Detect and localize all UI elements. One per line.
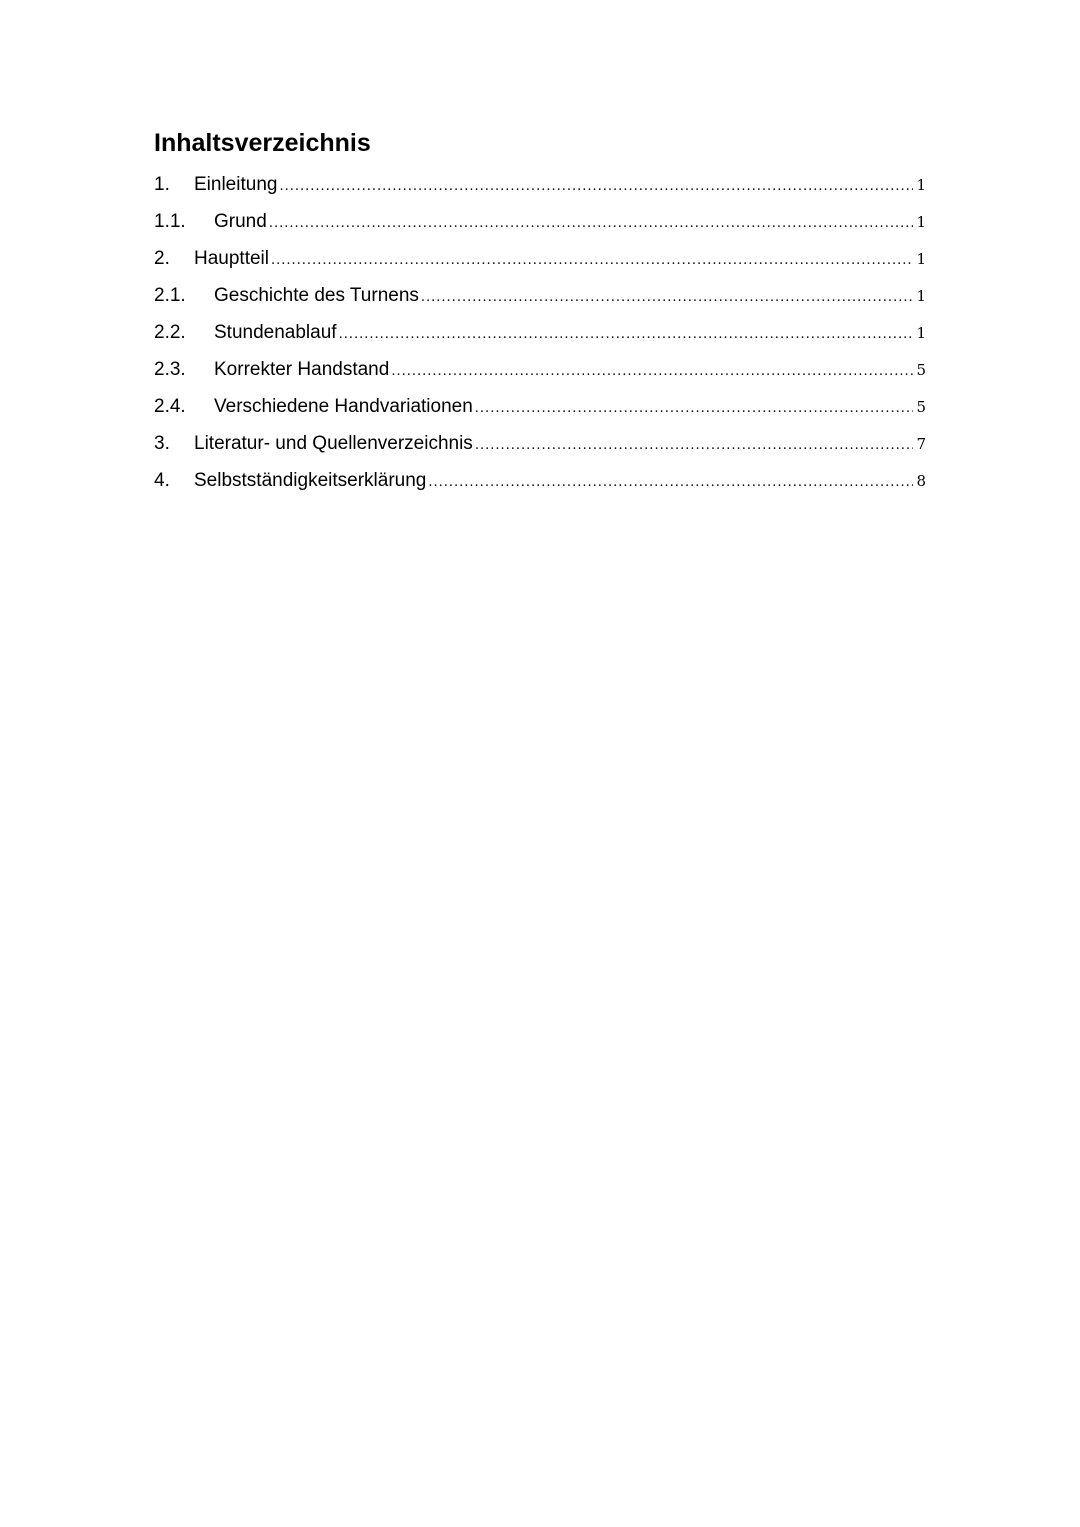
toc-entry-number: 2.4. bbox=[154, 396, 186, 417]
toc-dot-leader bbox=[391, 353, 913, 390]
toc-entry-page: 1 bbox=[916, 250, 926, 268]
toc-entry-page: 7 bbox=[916, 435, 926, 453]
toc-entry-page: 5 bbox=[916, 398, 926, 416]
toc-entry-page: 5 bbox=[916, 361, 926, 379]
toc-dot-leader bbox=[421, 279, 913, 316]
toc-entry-number: 4. bbox=[154, 470, 170, 491]
toc-entry-page: 8 bbox=[916, 472, 926, 490]
toc-entry-number: 2.1. bbox=[154, 285, 186, 306]
toc-dot-leader bbox=[475, 427, 913, 464]
toc-dot-leader bbox=[475, 390, 913, 427]
toc-entry-title: Korrekter Handstand bbox=[214, 359, 390, 380]
toc-entry bbox=[154, 462, 926, 499]
toc-entry bbox=[154, 351, 926, 388]
toc-entry-number: 3. bbox=[154, 433, 170, 454]
toc-entry-title: Verschiedene Handvariationen bbox=[214, 396, 473, 417]
toc-entry-number: 1. bbox=[154, 174, 170, 195]
toc-entry bbox=[154, 277, 926, 314]
toc-entry-number: 2.2. bbox=[154, 322, 186, 343]
toc-entry-page: 1 bbox=[916, 213, 926, 231]
toc-entry-page: 1 bbox=[916, 176, 926, 194]
toc-entry-title: Stundenablauf bbox=[214, 322, 337, 343]
toc-dot-leader bbox=[279, 168, 913, 205]
toc-entry bbox=[154, 240, 926, 277]
toc-entry bbox=[154, 203, 926, 240]
toc-title: Inhaltsverzeichnis bbox=[154, 129, 371, 157]
toc-entry-title: Einleitung bbox=[194, 174, 278, 195]
toc-entry-title: Literatur- und Quellenverzeichnis bbox=[194, 433, 473, 454]
toc-entry-number: 2.3. bbox=[154, 359, 186, 380]
toc-entry-number: 1.1. bbox=[154, 211, 186, 232]
table-of-contents bbox=[154, 166, 926, 499]
toc-entry-page: 1 bbox=[916, 287, 926, 305]
toc-dot-leader bbox=[339, 316, 913, 353]
toc-dot-leader bbox=[269, 205, 913, 242]
toc-entry-title: Geschichte des Turnens bbox=[214, 285, 419, 306]
toc-entry-page: 1 bbox=[916, 324, 926, 342]
toc-entry bbox=[154, 425, 926, 462]
toc-entry bbox=[154, 314, 926, 351]
toc-entry-title: Grund bbox=[214, 211, 267, 232]
toc-entry-number: 2. bbox=[154, 248, 170, 269]
toc-dot-leader bbox=[428, 464, 913, 501]
toc-entry-title: Selbstständigkeitserklärung bbox=[194, 470, 427, 491]
toc-dot-leader bbox=[271, 242, 913, 279]
toc-entry bbox=[154, 166, 926, 203]
toc-entry bbox=[154, 388, 926, 425]
toc-entry-title: Hauptteil bbox=[194, 248, 269, 269]
